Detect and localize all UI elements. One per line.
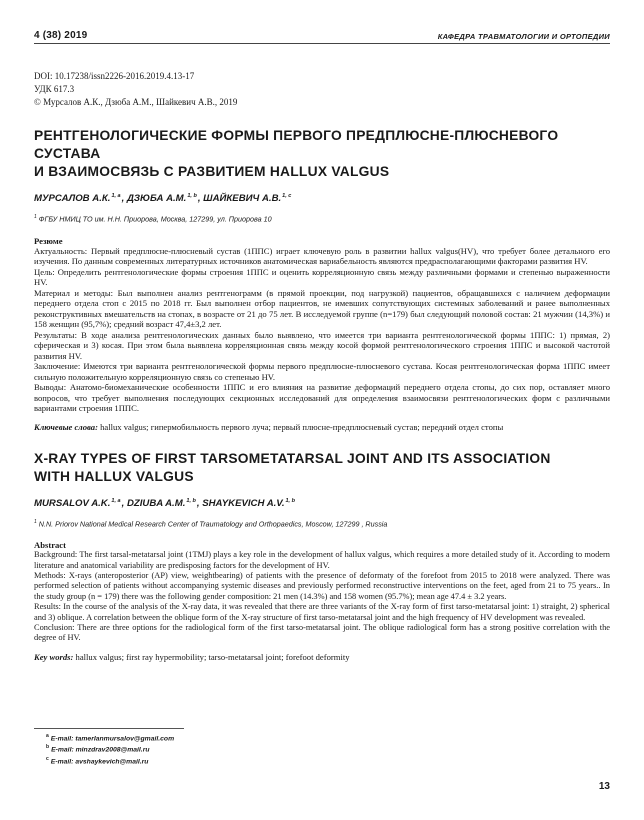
en-affiliation [34,519,610,528]
keywords-label: Key words: [34,651,74,662]
russian-section [34,127,610,432]
abstract-paragraph: Материал и методы: Был выполнен анализ рентгенограмм (в прямой проекции, под нагрузкой) пациентов, обращавшихся с наличием деформации переднего отдела стоп с 2015 по 2018 гг. Был выполнен отбор пациентов, не имевших сопутствующих системных заболеваний и ранее выполненных реконструктивных вмешательств на стопах, в возрасте от 21 до 75 лет. В исследуемой группе (n=179) был следующий половой состав: 21 мужчин (14,3%) и 158 женщин (95,7%); средний возраст 47,4±3,2 лет. [34,287,610,330]
footnote-email[interactable]: E-mail: tamerlanmursalov@gmail.com [50,735,175,743]
author-sup: 1, b [186,497,196,504]
abstract-paragraph: Выводы: Анатомо-биомеханические особенности 1ППС и его влияния на развитие деформаций переднего отдела стопы, до сих пор, оставляет много вопросов, что требует выполнения последующих секционных исследований для определения взаимосвязи рентгенологических форм с различными вариантами строения 1ППС. [34,382,610,414]
abstract-paragraph: Результаты: В ходе анализа рентгенологических данных было выявлено, что имеется три варианта рентгенологической формы 1ППС: 1) прямая, 2) сферическая и 3) косая. При этом была выявлена корреляционная связь между косой формой рентгенологического строения 1ППС и высокой частотой развития HV. [34,329,610,361]
ru-title-line: РЕНТГЕНОЛОГИЧЕСКИЕ ФОРМЫ ПЕРВОГО ПРЕДПЛЮСНЕ-ПЛЮСНЕВОГО СУСТАВА [34,128,559,161]
author-sep: , [121,497,127,509]
affiliation-sup: 1 [34,214,37,221]
footnote-marker: c [46,755,49,762]
en-authors [34,498,610,509]
author-sup: 1, b [285,497,295,504]
abstract-paragraph: Results: In the course of the analysis of the X-ray data, it was revealed that there are three variants of the X-ray form of first tarso-metatarsal joint: 1) straight, 2) spherical and 3) oblique. A correlation between the oblique form of the X-ray structure of first tarso-metatarsal joint and the high frequency of HV development was revealed. [34,602,610,622]
ru-authors [34,193,610,204]
author-name: DZIUBA A.M. [126,497,186,509]
author-name: ДЗЮБА А.М. [126,193,187,205]
ru-abstract-heading: Резюме [34,235,63,246]
footnote-marker: a [46,733,49,739]
en-abstract-heading: Abstract [34,540,66,551]
footnote-divider [34,728,184,729]
author-sep: , [197,193,204,205]
abstract-paragraph: Актуальность: Первый предплюсне-плюсневый сустав (1ППС) играет ключевую роль в развитии hallux valgus(HV), что требует более детального его изучения. По данным современных литературных источников анатомическая вариабельность являются предрасполагающими факторами развития HV. [34,245,610,267]
article-meta [34,70,610,109]
author-sup: 1, a [111,497,121,504]
affiliation-text: ФГБУ НМИЦ ТО им. Н.Н. Приорова, Москва, 127299, ул. Приорова 10 [38,214,272,224]
footnote-email[interactable]: E-mail: minzdrav2008@mail.ru [51,746,150,754]
footnote-marker: b [46,744,50,751]
doi[interactable]: DOI: 10.17238/issn2226-2016.2019.4.13-17 [34,71,195,81]
ru-title-line: И ВЗАИМОСВЯЗЬ С РАЗВИТИЕМ HALLUX VALGUS [34,164,390,179]
abstract-paragraph: Methods: X-rays (anteroposterior (AP) view, weightbearing) of patients with the presence of deformaty of the forefoot from 2015 to 2018 were analyzed. There was performed selection of patients without accompanying systemic diseases and previously performed reconstructive interventions on the feet, aged from 21 to 75 years.. In the study group (n = 179) there was the following gender composition: 21 men (14.3%) and 158 women (95.7%); mean age 47.4 ± 3.2 years. [34,570,610,601]
affiliation-text: N.N. Priorov National Medical Research Center of Traumatology and Orthopaedics, Moscow, 127299 , Russia [38,519,388,529]
author-name: ШАЙКЕВИЧ А.В. [203,193,282,205]
footnote-email[interactable]: E-mail: avshaykevich@mail.ru [50,757,149,765]
abstract-paragraph: Conclusion: There are three options for the radiological form of the first tarso-metatarsal joint. The oblique radiological form has a strong positive correlation with the degree of HV. [34,623,610,643]
author-name: SHAYKEVICH A.V. [202,497,285,509]
footnote-item[interactable] [46,743,174,754]
author-name: МУРСАЛОВ А.К. [34,193,111,205]
author-sup: 1, b [187,193,197,199]
english-section [34,450,610,662]
en-title [34,450,610,486]
issue-number: 4 (38) 2019 [34,30,88,41]
author-sup: 1, a [111,193,121,199]
author-sup: 1, c [282,193,292,199]
footnote-item[interactable] [46,732,174,743]
keywords-label: Ключевые слова: [34,421,98,432]
ru-keywords [34,422,610,432]
ru-affiliation [34,214,610,223]
footnotes [46,732,174,766]
ru-abstract [34,246,610,414]
affiliation-sup: 1 [34,518,37,525]
ru-title [34,127,610,181]
en-keywords [34,652,610,662]
en-title-line: WITH HALLUX VALGUS [34,468,194,484]
udc: УДК 617.3 [34,84,75,94]
keywords-text: hallux valgus; first ray hypermobility; tarso-metatarsal joint; forefoot deformity [73,651,350,662]
abstract-paragraph: Background: The first tarsal-metatarsal joint (1TMJ) plays a key role in the development of hallux valgus, which requires a more detailed study of it. According to modern literature and anatomical variability are predisposing factors for the development of HV. [34,550,610,570]
journal-page [34,30,610,662]
page-number: 13 [598,781,610,792]
keywords-text: hallux valgus; гипермобильность первого луча; первый плюсне-предплюсневый сустав; передний отдел стопы [97,421,504,432]
copyright: © Мурсалов А.К., Дзюба А.М., Шайкевич А.В., 2019 [34,97,238,107]
footnote-item[interactable] [46,755,174,766]
author-sep: , [196,497,203,509]
author-sep: , [121,193,127,205]
abstract-paragraph: Цель: Определить рентгенологические формы строения 1ППС и оценить корреляционную связь между различными формами и степенью выраженности HV. [34,266,610,288]
department-name: КАФЕДРА ТРАВМАТОЛОГИИ И ОРТОПЕДИИ [437,32,610,41]
en-title-line: X-RAY TYPES OF FIRST TARSOMETATARSAL JOINT AND ITS ASSOCIATION [34,450,551,466]
en-abstract [34,550,610,644]
running-header [34,30,610,44]
author-name: MURSALOV A.K. [34,497,111,509]
abstract-paragraph: Заключение: Имеются три варианта рентгенологической формы первого предплюсне-плюсневого сустава. Косая рентгенологическая форма 1ППС имеет сильную положительную корреляционную связь со степенью HV. [34,361,610,382]
